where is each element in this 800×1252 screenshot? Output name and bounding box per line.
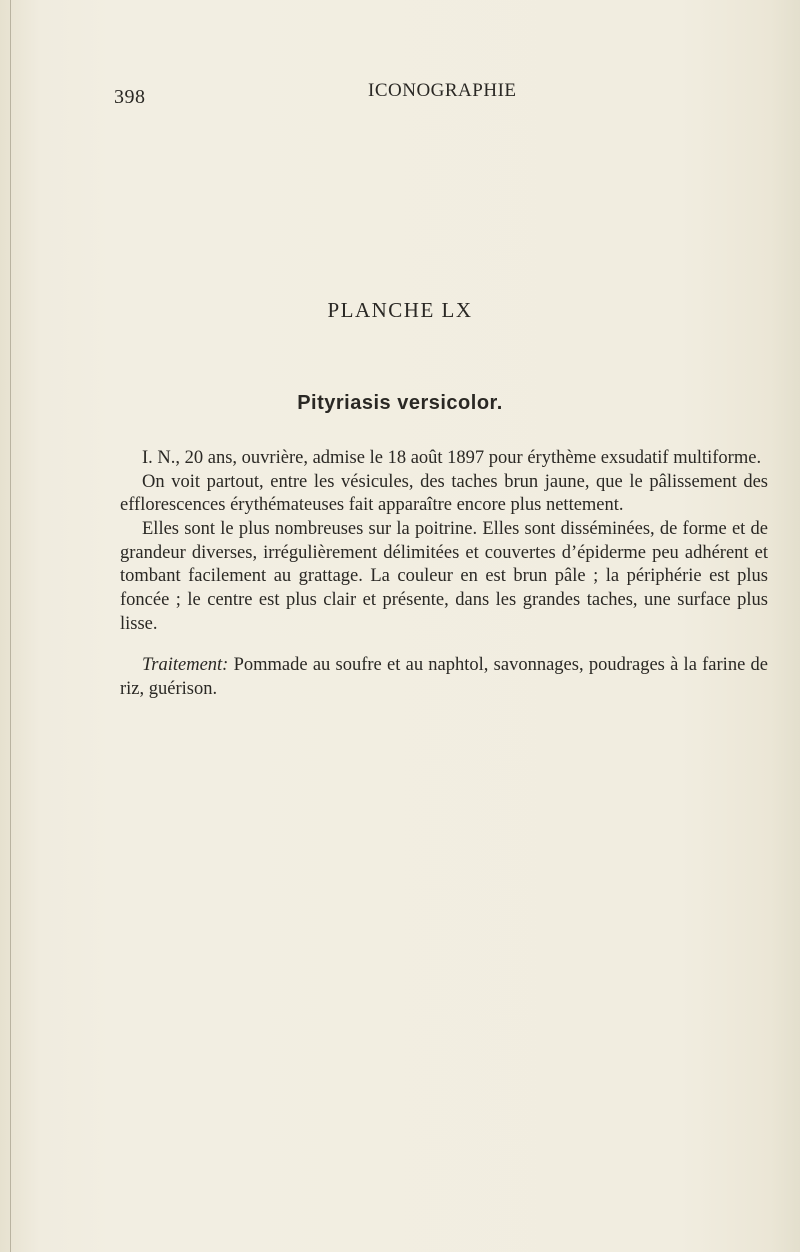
case-paragraph-3: Elles sont le plus nombreuses sur la poitrine. Elles sont disséminées, de forme et de grandeur diverses, irrégulièrement délimitées et couvertes d’épiderme peu adhérent et tombant facilement au grattage. La couleur en est brun pâle ; la périphérie est plus foncée ; le centre est plus clair et présente, dans les grandes taches, une surface plus lisse. xyxy=(120,519,768,634)
treatment-text: Pommade au soufre et au naphtol, savonnages, poudrages à la farine de riz, guérison. xyxy=(120,655,768,700)
treatment-paragraph xyxy=(120,654,768,701)
running-title: ICONOGRAPHIE xyxy=(368,80,517,101)
page-edge-rule xyxy=(10,0,11,1252)
disease-title: Pityriasis versicolor. xyxy=(297,392,503,414)
plate-title: PLANCHE LX xyxy=(327,298,473,322)
running-head xyxy=(0,80,800,110)
case-description xyxy=(120,447,768,702)
page-number: 398 xyxy=(114,86,146,108)
treatment-label: Traitement: xyxy=(142,655,229,676)
case-paragraph-1: I. N., 20 ans, ouvrière, admise le 18 août 1897 pour érythème exsudatif multiforme. xyxy=(142,448,762,468)
case-paragraph-2: On voit partout, entre les vésicules, des taches brun jaune, que le pâlissement des efflorescences érythémateuses fait apparaître encore plus nettement. xyxy=(120,471,768,516)
